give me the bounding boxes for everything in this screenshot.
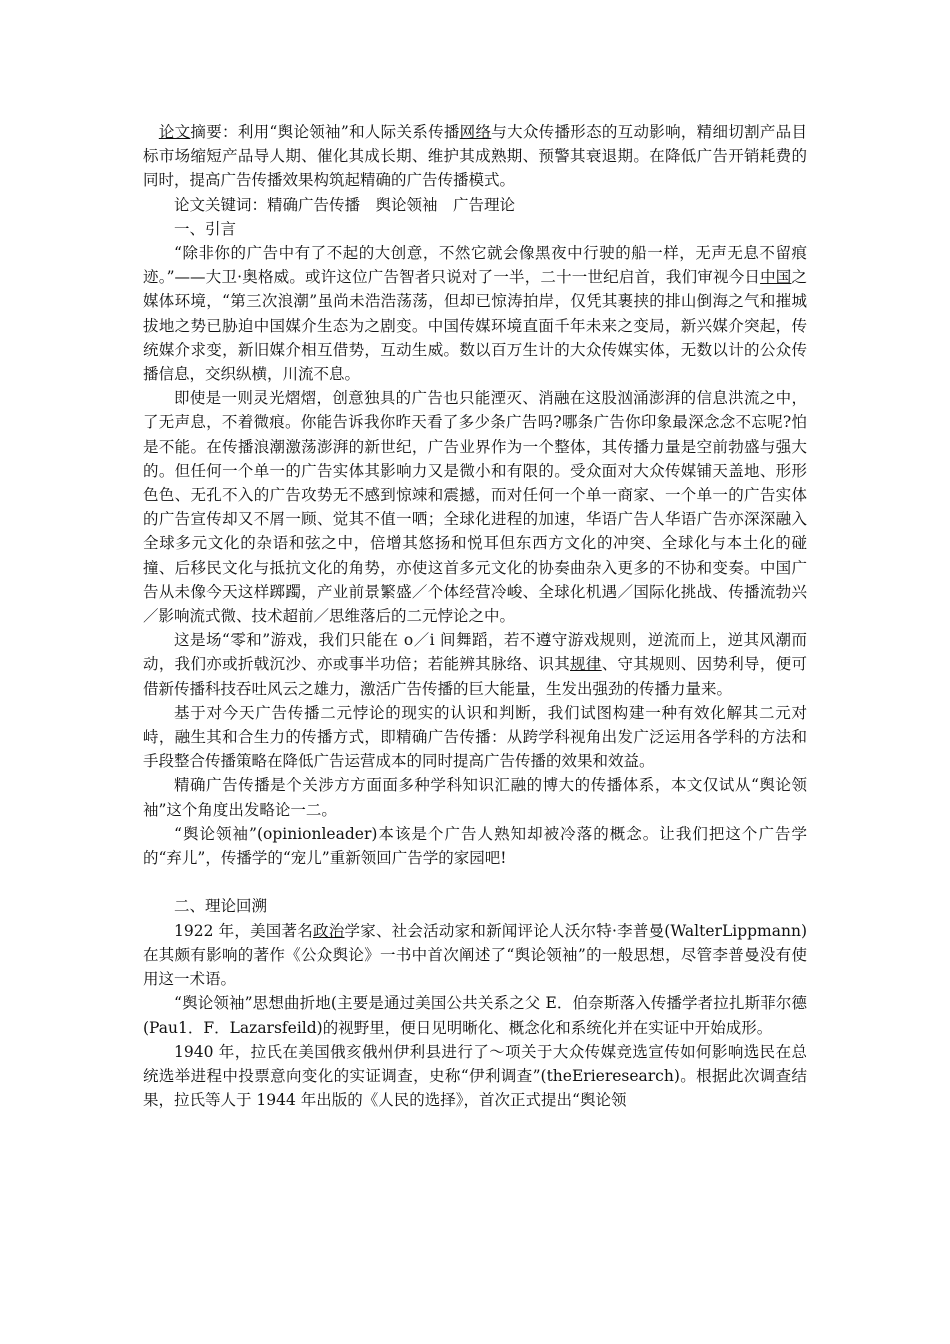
text-run: 学家、社会活动家和新闻评论人沃尔特·李普曼(WalterLippmann)在其颇有影响的著作《公众舆论》一书中首次阐述了“舆论领袖”的一般思想，尽管李普曼没有使用这一术语。 <box>143 921 807 989</box>
inline-link[interactable]: 论文 <box>158 123 191 141</box>
abstract-paragraph <box>143 120 807 193</box>
text-run: 二、理论回溯 <box>174 897 268 916</box>
body-paragraph <box>143 386 807 628</box>
text-run: 、守其规则、因势利导，便可借新传播科技吞吐风云之雄力，激活广告传播的巨大能量，生发出强劲的传播力量来。 <box>143 655 807 698</box>
blank-line <box>143 870 807 894</box>
body-paragraph <box>143 241 807 386</box>
inline-link[interactable]: 中国 <box>760 268 792 287</box>
body-paragraph <box>143 919 807 992</box>
text-run <box>143 123 159 141</box>
body-paragraph <box>143 773 807 821</box>
text-run: 即使是一则灵光熠熠，创意独具的广告也只能湮灭、消融在这股汹涌澎湃的信息洪流之中，了无声息，不着微痕。你能告诉我你昨天看了多少条广告吗?哪条广告你印象最深念念不忘呢?怕是不能。在传播浪潮激荡澎湃的新世纪，广告业界作为一个整体，其传播力量是空前勃盛与强大的。但任何一个单一的广告实体其影响力又是微小和有限的。受众面对大众传媒铺天盖地、形形色色、无孔不入的广告攻势无不感到惊竦和震撼，而对任何一个单一商家、一个单一的广告实体的广告宣传却又不屑一顾、觉其不值一哂；全球化进程的加速，华语广告人华语广告亦深深融入全球多元文化的杂语和弦之中，倍增其悠扬和悦耳但东西方文化的冲突、全球化与本土化的碰撞、后移民文化与抵抗文化的角势，亦使这首多元文化的协奏曲杂入更多的不协和变奏。中国广告从未像今天这样踯躅，产业前景繁盛／个体经营冷峻、全球化机遇／国际化挑战、传播流勃兴／影响流式微、技术超前／思维落后的二元悖论之中。 <box>143 389 807 626</box>
text-run: 一、引言 <box>174 219 237 238</box>
inline-link[interactable]: 网络 <box>459 123 492 141</box>
document-page <box>143 120 807 1112</box>
text-run: 摘要：利用“舆论领袖”和人际关系传播 <box>190 123 460 141</box>
text-run: 这是场“零和”游戏，我们只能在 o／i 间舞蹈，若不遵守游戏规则，逆流而上，逆其风潮而动，我们亦或折戟沉沙、亦或事半功倍；若能辨其脉络、识其 <box>143 631 807 674</box>
text-run: 论文关键词：精确广告传播 舆论领袖 广告理论 <box>174 195 516 214</box>
body-paragraph <box>143 991 807 1039</box>
inline-link[interactable]: 规律 <box>570 655 602 674</box>
section-heading-introduction <box>143 217 807 241</box>
text-run: 之媒体环境，“第三次浪潮”虽尚未浩浩荡荡，但却已惊涛拍岸，仅凭其裹挟的排山倒海之气和摧城拔地之势已胁迫中国媒介生态为之剧变。中国传媒环境直面千年未来之变局，新兴媒介突起，传统媒介求变，新旧媒介相互借势，互动生威。数以百万生计的大众传媒实体，无数以计的公众传播信息，交织纵横，川流不息。 <box>143 268 807 384</box>
text-run: “舆论领袖”思想曲折地(主要是通过美国公共关系之父 E．伯奈斯落入传播学者拉扎斯菲尔德(Pau1．F．Lazarsfeild)的视野里，便日见明晰化、概念化和系统化并在实证中开始成形。 <box>143 994 807 1037</box>
body-paragraph <box>143 701 807 774</box>
text-run: 1922 年，美国著名 <box>174 921 314 940</box>
keywords-line <box>143 193 807 217</box>
section-heading-theory <box>143 894 807 918</box>
text-run: 1940 年，拉氏在美国俄亥俄州伊利县进行了～项关于大众传媒竞选宣传如何影响选民在总统选举进程中投票意向变化的实证调查，史称“伊利调查”(theErieresearch)。根据此次调查结果，拉氏等人于 1944 年出版的《人民的选择》，首次正式提出“舆论领 <box>143 1042 807 1110</box>
text-run: “舆论领袖”(opinionleader)本该是个广告人熟知却被冷落的概念。让我们把这个广告学的“弃儿”，传播学的“宠儿”重新领回广告学的家园吧! <box>143 824 807 868</box>
text-run: 精确广告传播是个关涉方方面面多种学科知识汇融的博大的传播体系，本文仅试从“舆论领袖”这个角度出发略论一二。 <box>143 776 807 819</box>
text-run: 与大众传播形态的互动影响，精细切割产品目标市场缩短产品导人期、催化其成长期、维护其成熟期、预警其衰退期。在降低广告开销耗费的同时，提高广告传播效果构筑起精确的广告传播模式。 <box>143 123 807 190</box>
text-run: 基于对今天广告传播二元悖论的现实的认识和判断，我们试图构建一种有效化解其二元对峙，融生其和合生力的传播方式，即精确广告传播：从跨学科视角出发广泛运用各学科的方法和手段整合传播策略在降低广告运营成本的同时提高广告传播的效果和效益。 <box>143 703 807 771</box>
body-paragraph <box>143 822 807 870</box>
body-paragraph <box>143 628 807 701</box>
body-paragraph <box>143 1040 807 1113</box>
inline-link[interactable]: 政治 <box>313 921 345 940</box>
text-run: “除非你的广告中有了不起的大创意，不然它就会像黑夜中行驶的船一样，无声无息不留痕迹。”——大卫·奥格威。或许这位广告智者只说对了一半，二十一世纪启首，我们审视今日 <box>143 244 807 287</box>
